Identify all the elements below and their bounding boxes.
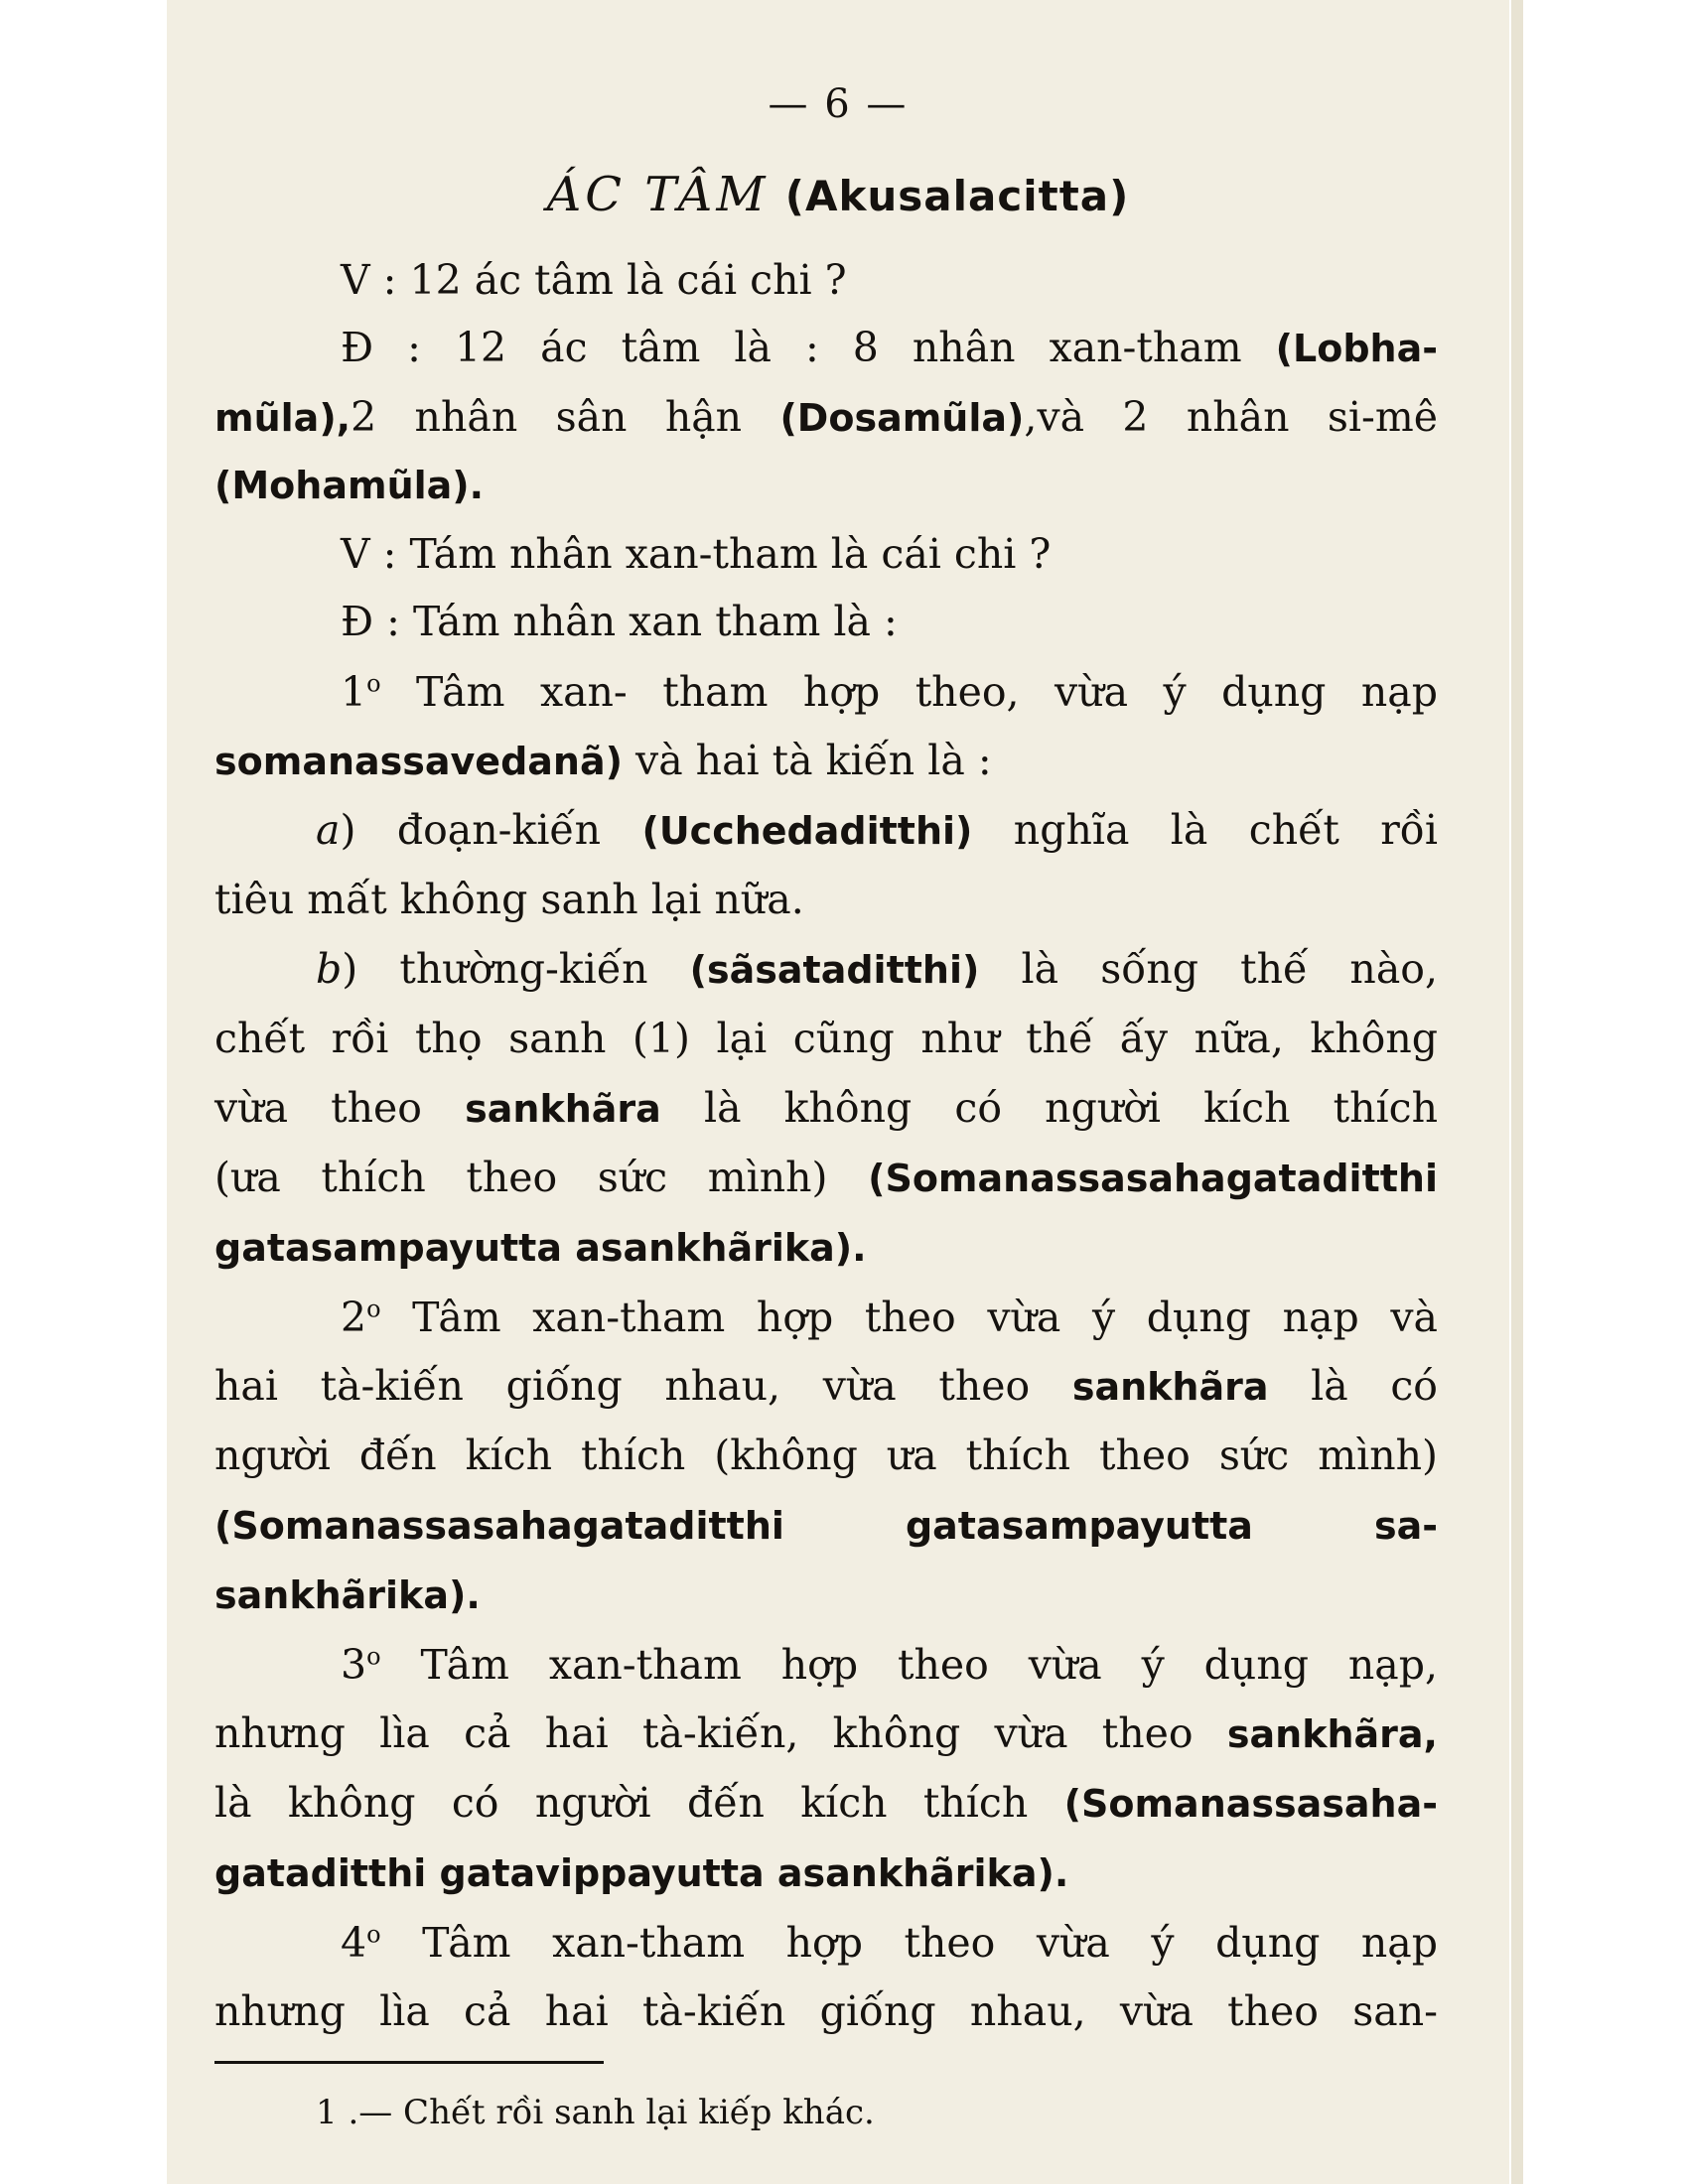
page-edge [1511, 0, 1523, 2184]
item-line: 4$^o$ Tâm xan-tham hợp theo vừa ý dụng nạp [341, 1918, 1438, 1967]
heading-title: ÁC TÂM [546, 167, 770, 222]
text-line: người đến kích thích (không ưa thích theo sức mình) [214, 1432, 1438, 1479]
text-line: (Mohamũla). [214, 464, 485, 507]
text-line: là không có người đến kích thích (Somanassasaha- [214, 1779, 1438, 1827]
text-line: sankhãrika). [214, 1573, 481, 1617]
item-line: 3$^o$ Tâm xan-tham hợp theo vừa ý dụng nạp, [341, 1640, 1438, 1689]
heading-pali-term: (Akusalacitta) [784, 172, 1130, 220]
item-line: 1$^o$ Tâm xan- tham hợp theo, vừa ý dụng nạp [341, 667, 1438, 716]
text-line: vừa theo sankhãra là không có người kích thích [214, 1084, 1438, 1132]
text-line: gataditthi gatavippayutta asankhãrika). [214, 1851, 1069, 1895]
footnote-divider [214, 2061, 604, 2064]
page-number: — 6 — [768, 81, 909, 127]
text-line: b) thường-kiến (sãsataditthi) là sống thế nào, [316, 945, 1439, 993]
question-line: V : Tám nhân xan-tham là cái chi ? [341, 530, 1052, 578]
text-line: a) đoạn-kiến (Ucchedaditthi) nghĩa là chết rồi [316, 806, 1438, 854]
book-page [167, 0, 1509, 2184]
text-line: mũla),2 nhân sân hận (Dosamũla),và 2 nhân si-mê [214, 393, 1438, 441]
answer-line: Đ : 12 ác tâm là : 8 nhân xan-tham (Lobha- [341, 324, 1438, 371]
answer-line: Đ : Tám nhân xan tham là : [341, 598, 898, 645]
chapter-heading [167, 167, 1509, 222]
text-line: (ưa thích theo sức mình) (Somanassasahagataditthi [214, 1154, 1438, 1201]
text-line: somanassavedanã) và hai tà kiến là : [214, 737, 992, 784]
text-line: tiêu mất không sanh lại nữa. [214, 876, 804, 923]
text-line: (Somanassasahagataditthi gatasampayutta sa- [214, 1504, 1438, 1548]
text-line: chết rồi thọ sanh (1) lại cũng như thế ấy nữa, không [214, 1015, 1438, 1062]
question-line: V : 12 ác tâm là cái chi ? [341, 256, 847, 304]
text-line: hai tà-kiến giống nhau, vừa theo sankhãra là có [214, 1362, 1438, 1410]
text-line: nhưng lìa cả hai tà-kiến, không vừa theo sankhãra, [214, 1709, 1438, 1757]
item-line: 2$^o$ Tâm xan-tham hợp theo vừa ý dụng nạp và [341, 1293, 1438, 1341]
text-line: gatasampayutta asankhãrika). [214, 1226, 867, 1270]
footnote: 1 .— Chết rồi sanh lại kiếp khác. [316, 2093, 875, 2132]
text-line: nhưng lìa cả hai tà-kiến giống nhau, vừa theo san- [214, 1987, 1438, 2035]
